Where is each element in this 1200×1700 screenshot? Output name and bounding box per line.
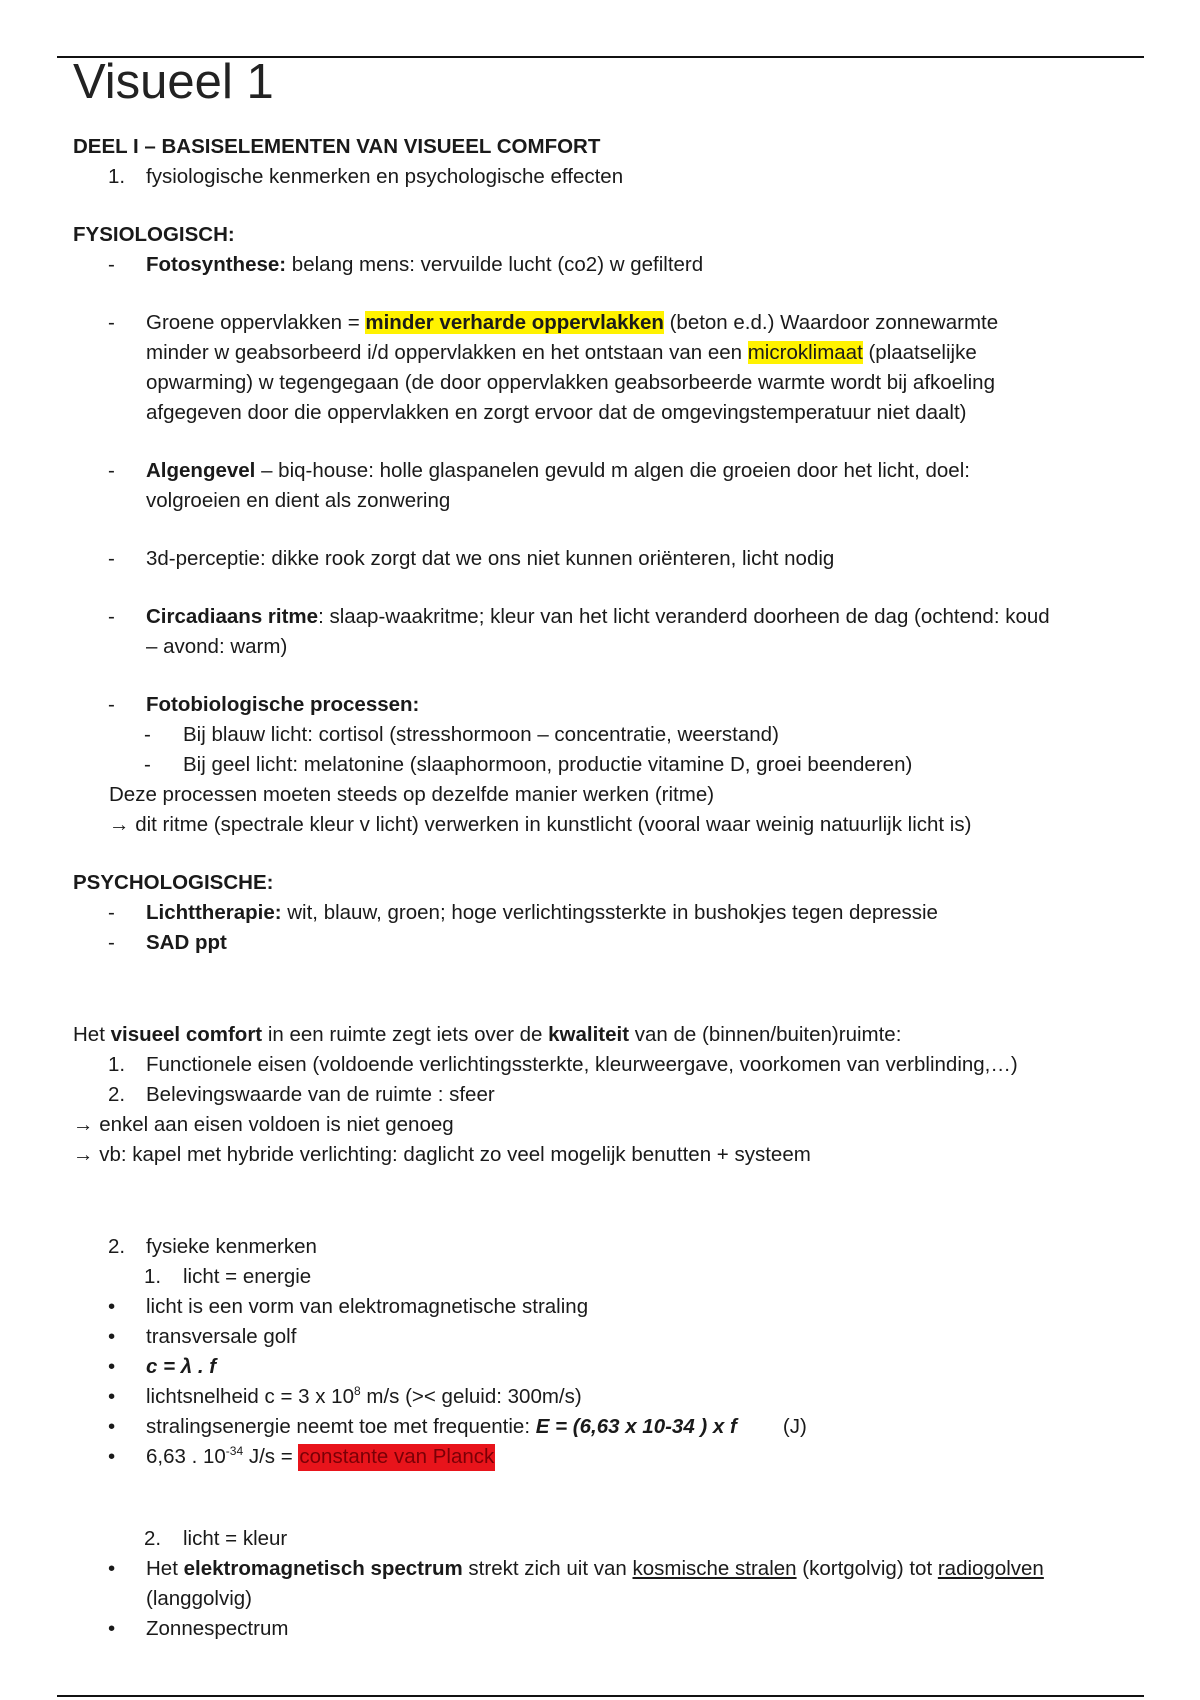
list-item: 1. fysiologische kenmerken en psychologische effecten — [73, 162, 1133, 192]
list-number: 2. — [144, 1527, 162, 1550]
bullet-marker: • — [108, 1295, 116, 1318]
sub-item-licht-energie: 1. licht = energie — [73, 1262, 1133, 1292]
bullet-marker: • — [108, 1355, 116, 1378]
list-item-groene-oppervlakken: - Groene oppervlakken = minder verharde oppervlakken (beton e.d.) Waardoor zonnewarmte minder w geabsorbeerd i/d oppervlakken en het ontstaan van een microklimaat (plaatselijke opwarming) w tegengegaan (de door oppervlakken geabsorbeerde warmte wordt bij afkoeling afgegeven door die oppervlakken en zorgt ervoor dat de omgevingstemperatuur niet daalt) — [73, 308, 1133, 428]
bullet-item: • Zonnespectrum — [73, 1614, 1133, 1644]
paragraph-ritme: → dit ritme (spectrale kleur v licht) verwerken in kunstlicht (vooral waar weinig natuurlijk licht is) — [109, 813, 972, 836]
bullet-marker: • — [108, 1557, 116, 1580]
list-number: 1. — [108, 1053, 126, 1076]
formula-c-lambda-f: c = λ . f — [146, 1355, 217, 1378]
bullet-marker: • — [108, 1415, 116, 1438]
list-item-algengevel: - Algengevel – biq-house: holle glaspanelen gevuld m algen die groeien door het licht, doel: volgroeien en dient als zonwering — [73, 456, 1133, 516]
list-number: 1. — [108, 165, 126, 188]
arrow-note-kapel: → vb: kapel met hybride verlichting: daglicht zo veel mogelijk benutten + systeem — [73, 1143, 811, 1166]
section-heading-psychologische: PSYCHOLOGISCHE: — [73, 871, 274, 894]
list-number: 2. — [108, 1083, 126, 1106]
bullet-item: • stralingsenergie neemt toe met frequentie: E = (6,63 x 10-34 ) x f (J) — [73, 1412, 1133, 1442]
dash-marker: - — [144, 723, 151, 746]
dash-marker: - — [108, 311, 115, 334]
bullet-item: • 6,63 . $10^{-34}$ J/s = constante van Planck — [73, 1442, 1133, 1472]
highlight-constante-van-planck: constante van Planck — [298, 1444, 495, 1471]
list-item-fotosynthese: - Fotosynthese: belang mens: vervuilde lucht (co2) w gefilterd — [73, 250, 1133, 280]
list-item-sad: - SAD ppt — [73, 928, 1133, 958]
dash-marker: - — [108, 605, 115, 628]
paragraph-visueel-comfort: Het visueel comfort in een ruimte zegt iets over de kwaliteit van de (binnen/buiten)ruimte: — [73, 1023, 902, 1046]
sub-item-licht-kleur: 2. licht = kleur — [73, 1524, 1133, 1554]
bullet-marker: • — [108, 1617, 116, 1640]
dash-marker: - — [108, 253, 115, 276]
bullet-item: • lichtsnelheid c = 3 x $10^8$ m/s (>< geluid: 300m/s) — [73, 1382, 1133, 1412]
list-item-functionele-eisen: 1. Functionele eisen (voldoende verlichtingssterkte, kleurweergave, voorkomen van verblinding,…) — [73, 1050, 1133, 1080]
arrow-note-enkel: → enkel aan eisen voldoen is niet genoeg — [73, 1113, 454, 1136]
highlight-microklimaat: microklimaat — [747, 341, 863, 364]
dash-marker: - — [108, 931, 115, 954]
page-title: Visueel 1 — [73, 55, 274, 109]
bullet-marker: • — [108, 1445, 116, 1468]
section-heading-fysiologisch: FYSIOLOGISCH: — [73, 223, 235, 246]
paragraph-processen: Deze processen moeten steeds op dezelfde manier werken (ritme) — [109, 783, 715, 806]
list-number: 1. — [144, 1265, 162, 1288]
bullet-marker: • — [108, 1385, 116, 1408]
sub-item-blauw: - Bij blauw licht: cortisol (stresshormoon – concentratie, weerstand) — [73, 720, 1133, 750]
dash-marker: - — [108, 693, 115, 716]
list-item-fotobiologisch: - Fotobiologische processen: — [73, 690, 1133, 720]
dash-marker: - — [144, 753, 151, 776]
list-item-lichttherapie: - Lichttherapie: wit, blauw, groen; hoge verlichtingssterkte in bushokjes tegen depressie — [73, 898, 1133, 928]
dash-marker: - — [108, 901, 115, 924]
bullet-item: • licht is een vorm van elektromagnetische straling — [73, 1292, 1133, 1322]
document-page — [73, 52, 1133, 1644]
dash-marker: - — [108, 547, 115, 570]
formula-energie: E = (6,63 x 10-34 ) x f — [535, 1415, 737, 1438]
list-item-belevingswaarde: 2. Belevingswaarde van de ruimte : sfeer — [73, 1080, 1133, 1110]
highlight-minder-verharde: minder verharde oppervlakken — [365, 311, 664, 334]
bullet-marker: • — [108, 1325, 116, 1348]
bullet-item-formula — [73, 1352, 1133, 1382]
bottom-rule — [57, 1695, 1144, 1697]
bullet-item-spectrum: • Het elektromagnetisch spectrum strekt zich uit van kosmische stralen (kortgolvig) tot radiogolven (langgolvig) — [73, 1554, 1133, 1614]
sub-item-geel: - Bij geel licht: melatonine (slaaphormoon, productie vitamine D, groei beenderen) — [73, 750, 1133, 780]
section-heading-deel1: DEEL I – BASISELEMENTEN VAN VISUEEL COMFORT — [73, 135, 601, 158]
list-number: 2. — [108, 1235, 126, 1258]
list-item-circadiaans: - Circadiaans ritme: slaap-waakritme; kleur van het licht veranderd doorheen de dag (ochtend: koud – avond: warm) — [73, 602, 1133, 662]
list-item-3d-perceptie: - 3d-perceptie: dikke rook zorgt dat we ons niet kunnen oriënteren, licht nodig — [73, 544, 1133, 574]
dash-marker: - — [108, 459, 115, 482]
list-item-fysieke-kenmerken: 2. fysieke kenmerken — [73, 1232, 1133, 1262]
bullet-item: • transversale golf — [73, 1322, 1133, 1352]
